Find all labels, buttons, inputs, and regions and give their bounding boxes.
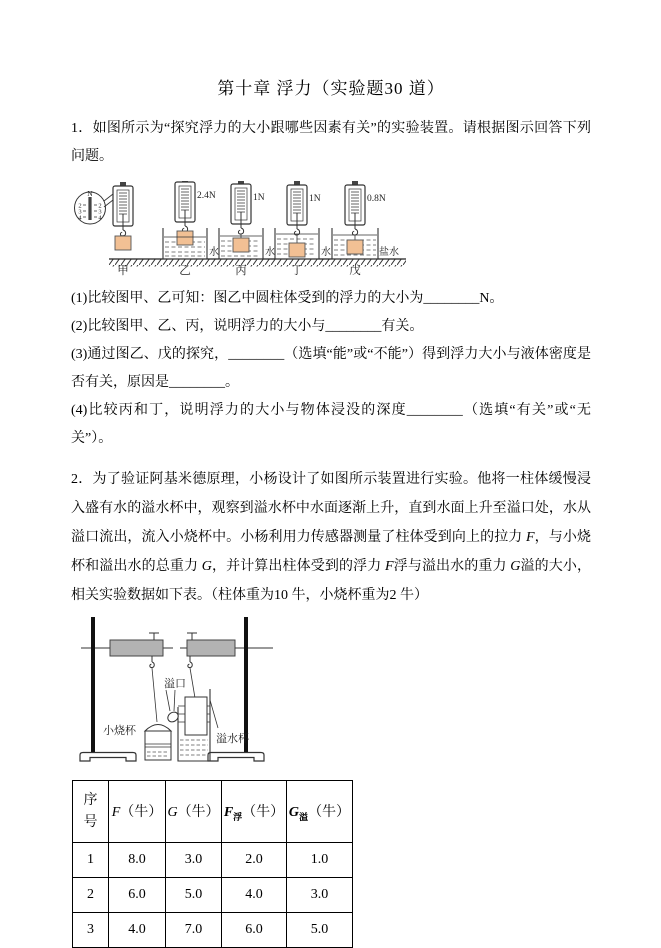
setup-label: 丁: [291, 265, 303, 277]
hook: [150, 662, 154, 668]
string: [152, 668, 157, 722]
spout-label: 溢口: [164, 678, 186, 690]
cell: 4.0: [222, 878, 287, 913]
hook: [188, 662, 192, 668]
cell: 2: [73, 878, 109, 913]
cell: 4.0: [109, 913, 166, 948]
q1-part-1: (1)比较图甲、乙可知：图乙中圆柱体受到的浮力的大小为________N。: [71, 291, 504, 306]
ground: [109, 259, 406, 267]
label-pointer: [174, 690, 175, 711]
setup-label: 甲: [117, 265, 129, 277]
magnifier-tick: 3: [98, 208, 102, 216]
q1-stem: 1．如图所示为“探究浮力的大小跟哪些因素有关”的实验装置。请根据图示回答下列问题。: [71, 121, 591, 164]
setup-label: 戊: [349, 265, 361, 277]
table-row: [73, 843, 353, 878]
cell: 8.0: [109, 843, 166, 878]
q1-figure: [73, 181, 408, 277]
scale-reading: 1N: [253, 193, 265, 203]
cylinder: [185, 697, 207, 735]
variable-G-spill: G: [510, 559, 521, 574]
block: [177, 231, 193, 245]
right-force-sensor: [187, 633, 235, 668]
block: [289, 243, 305, 257]
variable-F-buoy: F: [385, 559, 394, 574]
overflow-cup: [166, 689, 210, 761]
setup-label: 乙: [179, 265, 191, 277]
left-force-sensor: [110, 633, 163, 668]
setup-label: 丙: [235, 265, 247, 277]
left-stand: [80, 617, 136, 761]
q2-stem-text: 溢的大小，相关实验数据如下表。（柱体重为10 牛，小烧杯重为2 牛）: [71, 559, 592, 603]
small-beaker: [145, 725, 171, 761]
cell: 5.0: [287, 913, 353, 948]
scale-reading: 0.8N: [367, 194, 386, 204]
table-header-F: F（牛）: [109, 781, 166, 843]
q1-part-4: (4)比较丙和丁，说明浮力的大小与物体浸没的深度________（选填“有关”或“无关”）。: [71, 403, 591, 446]
magnifier-tick: 4: [78, 214, 82, 222]
q2-stem-text: 浮与溢出水的重力: [393, 559, 511, 574]
q1-part-2: (2)比较图甲、乙、丙，说明浮力的大小与________有关。: [71, 319, 424, 334]
cell: 5.0: [166, 878, 222, 913]
cell: 6.0: [109, 878, 166, 913]
q2-stem-text: ，并计算出柱体受到的浮力: [211, 559, 386, 574]
small-beaker-label: 小烧杯: [103, 725, 136, 737]
overflow-cup-label: 溢水杯: [216, 733, 249, 745]
magnifier-tick: 4: [98, 214, 102, 222]
label-pointer: [166, 690, 170, 711]
variable-G: G: [201, 559, 212, 574]
q2-stem-text: ，与小烧杯和溢出水的总重力: [71, 530, 592, 574]
q2-stem: [71, 465, 591, 610]
liquid-label: 水: [265, 247, 275, 258]
cell: 3: [73, 913, 109, 948]
table-row: [73, 913, 353, 948]
label-pointer: [210, 700, 218, 728]
cell: 3.0: [166, 843, 222, 878]
cell: 2.0: [222, 843, 287, 878]
block: [347, 240, 363, 254]
q2-figure: [78, 614, 303, 772]
cell: 1: [73, 843, 109, 878]
q2-stem-text: 2．为了验证阿基米德原理，小杨设计了如图所示装置进行实验。他将一柱体缓慢浸入盛有水的溢水杯中，观察到溢水杯中水面逐渐上升，直到水面上升至溢口处，水从溢口流出，流入小烧杯中。小杨利用力传感器测量了柱体受到向上的拉力: [71, 472, 591, 545]
table-row: [73, 878, 353, 913]
liquid-label: 盐水: [379, 247, 399, 258]
cell: 1.0: [287, 843, 353, 878]
block: [233, 238, 249, 252]
scale-reading: 2.4N: [197, 191, 216, 201]
magnifier-unit-label: N: [87, 189, 93, 198]
string: [190, 668, 195, 698]
table-header-row: [73, 781, 353, 843]
magnifier-tick: 3: [78, 208, 82, 216]
table-header-index: 序号: [73, 781, 109, 843]
table-header-F-buoy: $F_浮$（牛）: [222, 781, 287, 843]
magnifier-tick: 2: [98, 202, 102, 210]
cell: 6.0: [222, 913, 287, 948]
block: [115, 236, 131, 250]
cell: 7.0: [166, 913, 222, 948]
variable-F: F: [526, 530, 535, 545]
scale-reading: 1N: [309, 194, 321, 204]
magnifier-tick: 2: [78, 202, 82, 210]
data-table: [72, 780, 353, 948]
table-header-G-spill: $G_溢$（牛）: [287, 781, 353, 843]
table-header-G: G（牛）: [166, 781, 222, 843]
liquid-label: 水: [321, 247, 331, 258]
q1-part-3: (3)通过图乙、戊的探究，________（选填“能”或“不能”）得到浮力大小与液体密度是否有关，原因是________。: [71, 347, 591, 390]
scale-magnifier: [75, 189, 114, 224]
cell: 3.0: [287, 878, 353, 913]
liquid-label: 水: [209, 247, 219, 258]
page-title: 第十章 浮力（实验题30 道）: [217, 79, 445, 98]
